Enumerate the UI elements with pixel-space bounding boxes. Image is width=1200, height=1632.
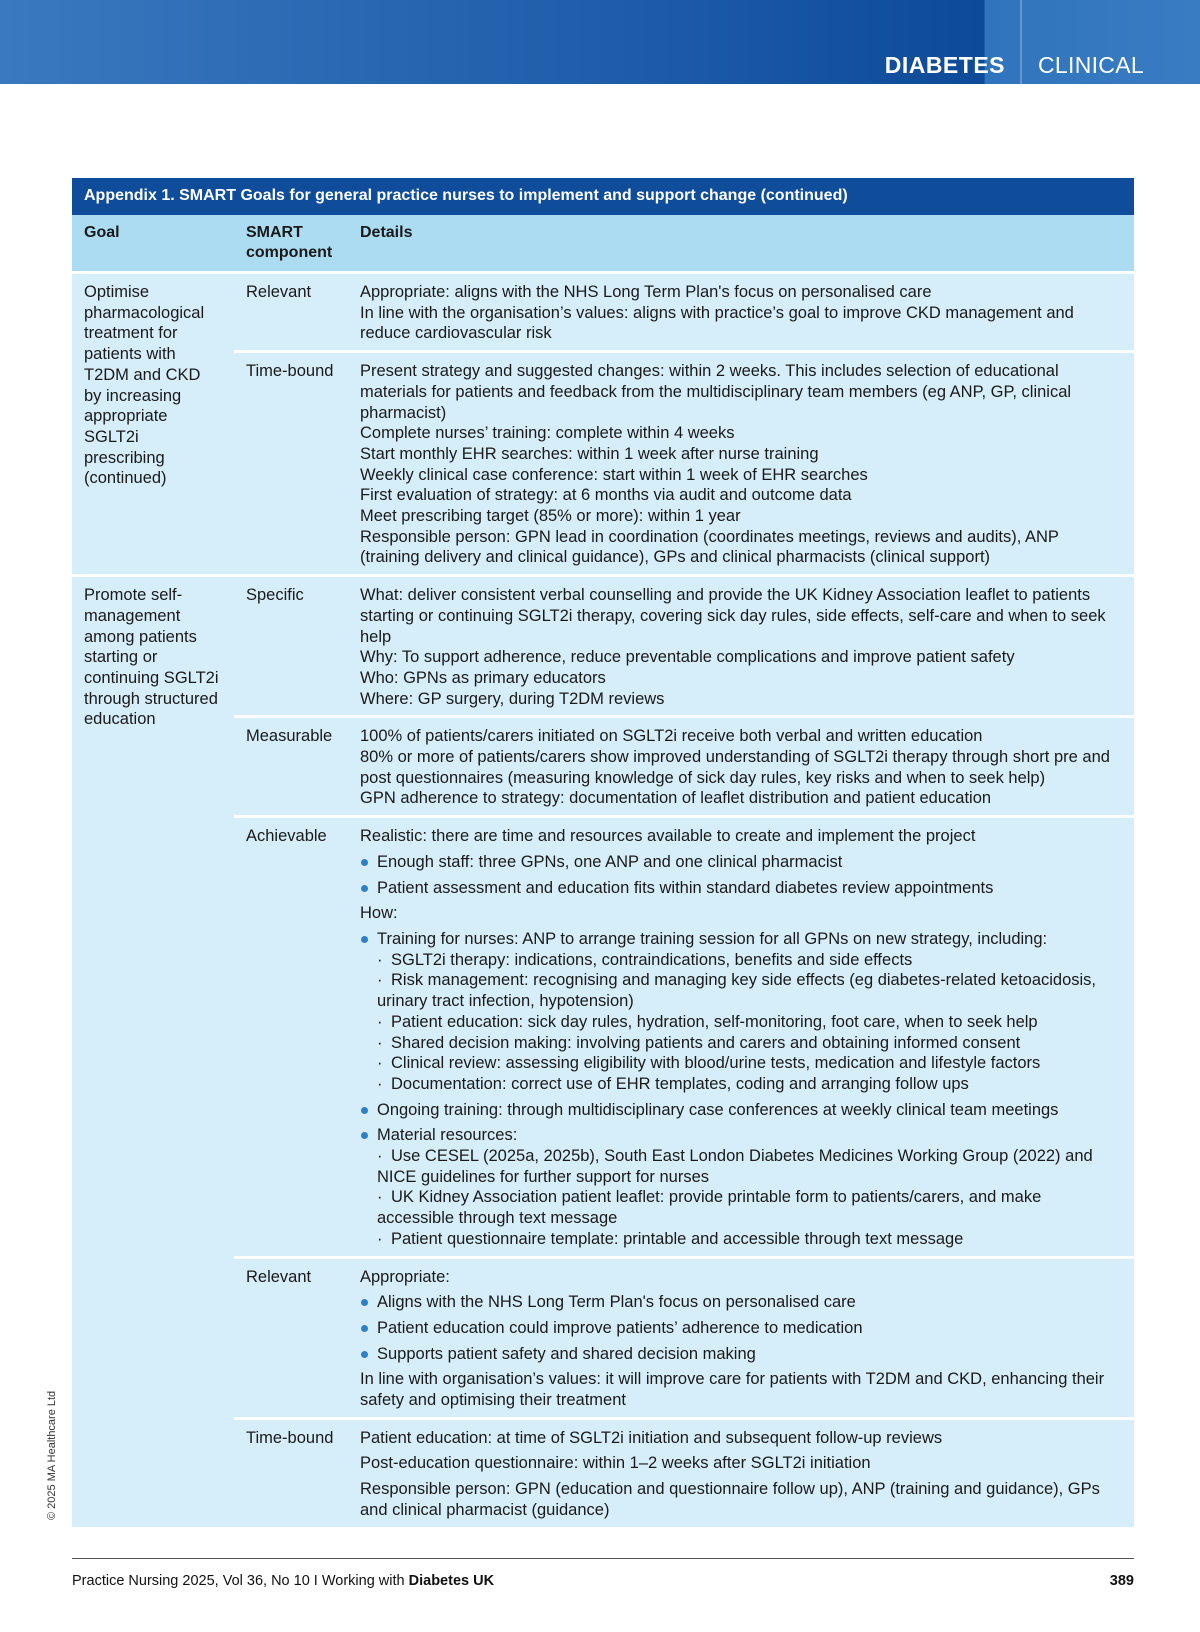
- component-cell: Time-bound: [234, 1418, 348, 1526]
- sub-item-text: SGLT2i therapy: indications, contraindications, benefits and side effects: [391, 950, 913, 969]
- details-cell: [348, 352, 1134, 576]
- detail-line: 100% of patients/carers initiated on SGLT2i receive both verbal and written education: [360, 727, 983, 746]
- detail-line: Realistic: there are time and resources available to create and implement the project: [360, 827, 976, 846]
- detail-line: Responsible person: GPN (education and questionnaire follow up), ANP (training and guidance), GPs and clinical pharmacist (guidance): [360, 1480, 1100, 1519]
- header-bar: [0, 0, 1200, 84]
- sub-item: · Risk management: recognising and managing key side effects (eg diabetes-related ketoacidosis, urinary tract infection, hypotension): [377, 971, 1097, 1011]
- details-cell: [348, 717, 1134, 817]
- detail-line: In line with the organisation’s values: aligns with practice’s goal to improve CKD management and reduce cardiovascular risk: [360, 303, 1074, 343]
- detail-line: What: deliver consistent verbal counselling and provide the UK Kidney Association leaflet to patients starting or continuing SGLT2i therapy, covering sick day rules, side effects, self-care and when to seek help: [360, 586, 1106, 646]
- footer-divider: [72, 1558, 1134, 1559]
- sub-item: · SGLT2i therapy: indications, contraindications, benefits and side effects: [377, 950, 913, 969]
- details-cell: [348, 817, 1134, 1257]
- table-row: [72, 576, 1134, 717]
- details-cell: [348, 576, 1134, 717]
- sub-item-text: Documentation: correct use of EHR templates, coding and arranging follow ups: [391, 1074, 969, 1093]
- sub-item-text: Patient questionnaire template: printable and accessible through text message: [391, 1229, 964, 1248]
- component-cell: Specific: [234, 576, 348, 717]
- section-title: DIABETES: [884, 52, 1005, 78]
- component-cell: Achievable: [234, 817, 348, 1257]
- bullet-item: Aligns with the NHS Long Term Plan's focus on personalised care: [360, 1292, 1122, 1313]
- component-cell: Time-bound: [234, 352, 348, 576]
- detail-line: Appropriate: aligns with the NHS Long Term Plan's focus on personalised care: [360, 283, 932, 301]
- goal-cell: Optimise pharmacological treatment for patients with T2DM and CKD by increasing appropriate SGLT2i prescribing (continued): [72, 273, 234, 576]
- component-cell: Relevant: [234, 273, 348, 352]
- detail-line: Responsible person: GPN lead in coordination (coordinates meetings, reviews and audits), ANP (training delivery and clinical guidance), GPs and clinical pharmacists (clinical support): [360, 527, 1059, 567]
- detail-line: In line with organisation’s values: it will improve care for patients with T2DM and CKD, enhancing their safety and optimising their treatment: [360, 1370, 1105, 1410]
- sub-item: · Patient questionnaire template: printable and accessible through text message: [377, 1229, 964, 1248]
- sub-item: · Shared decision making: involving patients and carers and obtaining informed consent: [377, 1033, 1021, 1052]
- bullet-item: Training for nurses: ANP to arrange training session for all GPNs on new strategy, including:: [360, 929, 1122, 950]
- sub-item-text: Risk management: recognising and managing key side effects (eg diabetes-related ketoacidosis, urinary tract infection, hypotension): [377, 971, 1097, 1011]
- detail-line: Weekly clinical case conference: start within 1 week of EHR searches: [360, 465, 868, 484]
- detail-line: Why: To support adherence, reduce preventable complications and improve patient safety: [360, 648, 1015, 667]
- sub-item-text: Use CESEL (2025a, 2025b), South East London Diabetes Medicines Working Group (2022) and NICE guidelines for further support for nurses: [377, 1147, 1093, 1186]
- bullet-item: Supports patient safety and shared decision making: [360, 1344, 1122, 1365]
- details-cell: [348, 1257, 1134, 1418]
- sub-item-text: UK Kidney Association patient leaflet: provide printable form to patients/carers, and make accessible through text message: [377, 1188, 1042, 1228]
- detail-line: Complete nurses’ training: complete within 4 weeks: [360, 424, 735, 443]
- footer-citation: [72, 1573, 494, 1589]
- sub-item: · UK Kidney Association patient leaflet: provide printable form to patients/carers, and make accessible through text message: [377, 1188, 1042, 1228]
- table-title: Appendix 1. SMART Goals for general practice nurses to implement and support change (continued): [72, 178, 1134, 215]
- detail-line: Present strategy and suggested changes: within 2 weeks. This includes selection of educational materials for patients and feedback from the multidisciplinary team members (eg ANP, GP, clinical pharmacist): [360, 362, 1072, 422]
- detail-line: Where: GP surgery, during T2DM reviews: [360, 689, 665, 708]
- page-number: 389: [1109, 1573, 1134, 1589]
- sub-item: · Clinical review: assessing eligibility with blood/urine tests, medication and lifestyle factors: [377, 1054, 1041, 1073]
- bullet-item: Ongoing training: through multidisciplinary case conferences at weekly clinical team meetings: [360, 1100, 1122, 1121]
- sub-item: · Documentation: correct use of EHR templates, coding and arranging follow ups: [377, 1074, 969, 1093]
- detail-line: GPN adherence to strategy: documentation of leaflet distribution and patient education: [360, 789, 992, 808]
- detail-line: Start monthly EHR searches: within 1 week after nurse training: [360, 444, 819, 463]
- col-header-component: SMART component: [234, 215, 348, 273]
- goal-cell: Promote self-management among patients starting or continuing SGLT2i through structured education: [72, 576, 234, 1527]
- detail-line: Post-education questionnaire: within 1–2 weeks after SGLT2i initiation: [360, 1454, 871, 1473]
- bullet-item: Patient assessment and education fits within standard diabetes review appointments: [360, 878, 1122, 899]
- detail-line: Meet prescribing target (85% or more): within 1 year: [360, 507, 741, 526]
- sub-item-text: Shared decision making: involving patients and carers and obtaining informed consent: [391, 1033, 1021, 1052]
- detail-line: First evaluation of strategy: at 6 months via audit and outcome data: [360, 486, 852, 505]
- table-header-row: [72, 215, 1134, 273]
- header-divider: [1020, 0, 1022, 84]
- smart-goals-table: [72, 178, 1134, 1527]
- smart-table-grid: [72, 215, 1134, 1527]
- component-cell: Measurable: [234, 717, 348, 817]
- bullet-item: Patient education could improve patients’ adherence to medication: [360, 1318, 1122, 1339]
- section-subtitle: CLINICAL: [1038, 52, 1144, 78]
- details-cell: [348, 273, 1134, 352]
- sub-item-text: Patient education: sick day rules, hydration, self-monitoring, foot care, when to seek help: [391, 1012, 1038, 1031]
- detail-line: 80% or more of patients/carers show improved understanding of SGLT2i therapy through short pre and post questionnaires (measuring knowledge of sick day rules, key risks and when to seek help): [360, 748, 1110, 787]
- detail-line: How:: [360, 904, 398, 923]
- detail-line: Who: GPNs as primary educators: [360, 668, 606, 687]
- table-row: [72, 273, 1134, 352]
- sub-item: · Patient education: sick day rules, hydration, self-monitoring, foot care, when to seek help: [377, 1012, 1038, 1031]
- detail-line: Appropriate:: [360, 1267, 450, 1286]
- footer-partner: Diabetes UK: [408, 1573, 495, 1589]
- details-cell: [348, 1418, 1134, 1526]
- col-header-details: Details: [348, 215, 1134, 273]
- sub-item-text: Clinical review: assessing eligibility with blood/urine tests, medication and lifestyle factors: [391, 1054, 1041, 1073]
- detail-line: Patient education: at time of SGLT2i initiation and subsequent follow-up reviews: [360, 1428, 943, 1447]
- copyright-notice: © 2025 MA Healthcare Ltd: [46, 1390, 58, 1520]
- footer-journal: Practice Nursing 2025, Vol 36, No 10 I Working with: [72, 1573, 409, 1589]
- sub-item: · Use CESEL (2025a, 2025b), South East London Diabetes Medicines Working Group (2022) and NICE guidelines for further support for nurses: [377, 1147, 1093, 1186]
- col-header-goal: Goal: [72, 215, 234, 273]
- bullet-item: Enough staff: three GPNs, one ANP and one clinical pharmacist: [360, 852, 1122, 873]
- component-cell: Relevant: [234, 1257, 348, 1418]
- bullet-item: Material resources:: [360, 1125, 1122, 1146]
